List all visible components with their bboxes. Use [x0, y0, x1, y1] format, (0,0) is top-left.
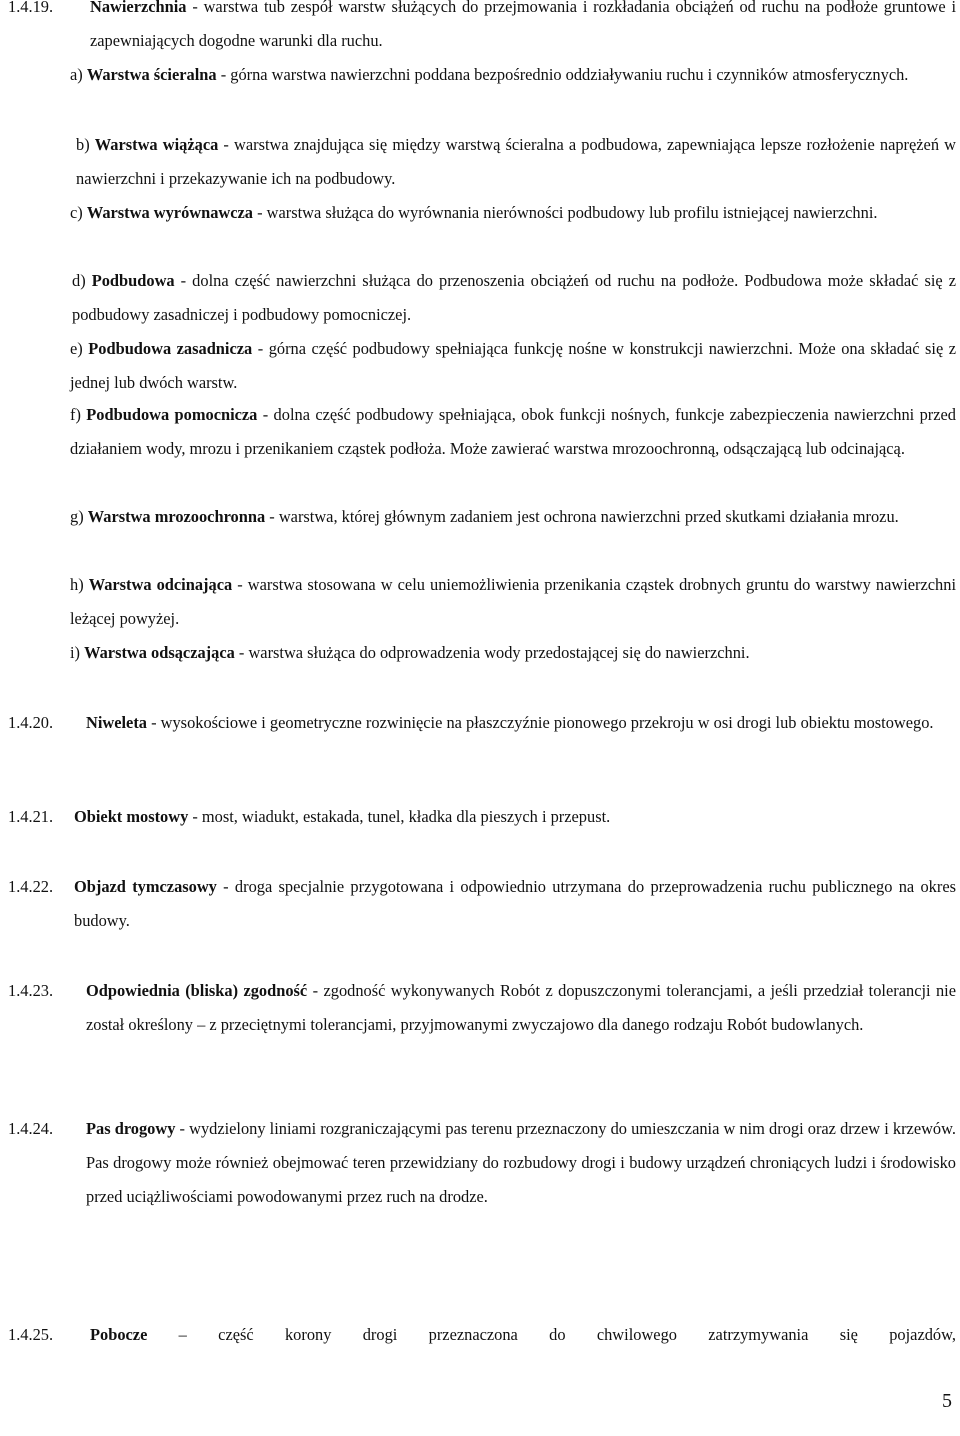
subitem-term: Warstwa wyrównawcza [86, 203, 253, 222]
definition-body: - droga specjalnie przygotowana i odpowiednio utrzymana do przeprowadzenia ruchu publicznego na okres budowy. [74, 877, 956, 930]
subitem-a [70, 58, 956, 92]
subitem-label: g) [70, 507, 84, 526]
definition-term: Odpowiednia (bliska) zgodność [86, 981, 308, 1000]
definition-number: 1.4.24. [8, 1119, 54, 1138]
definition-number: 1.4.25. [8, 1325, 54, 1344]
definition-text [90, 0, 956, 58]
definition-number: 1.4.21. [8, 807, 54, 826]
definition-body: – część korony drogi przeznaczona do chwilowego zatrzymywania się pojazdów, [147, 1325, 956, 1344]
subitem-label: e) [70, 339, 83, 358]
subitem-e [70, 332, 956, 400]
subitem-body: - warstwa służąca do wyrównania nierówności podbudowy lub profilu istniejącej nawierzchni. [253, 203, 878, 222]
definition-term: Objazd tymczasowy [74, 877, 217, 896]
definition-body: - most, wiadukt, estakada, tunel, kładka dla pieszych i przepust. [188, 807, 611, 826]
subitem-b [76, 128, 956, 196]
subitem-label: h) [70, 575, 84, 594]
subitem-d [72, 264, 956, 332]
subitem-label: f) [70, 405, 81, 424]
definition-number: 1.4.22. [8, 877, 54, 896]
subitem-label: d) [72, 271, 86, 290]
subitem-term: Podbudowa [91, 271, 175, 290]
subitem-body: - górna warstwa nawierzchni poddana bezpośrednio oddziaływaniu ruchu i czynników atmosferycznych. [216, 65, 909, 84]
subitem-body: - warstwa służąca do odprowadzenia wody przedostającej się do nawierzchni. [234, 643, 750, 662]
subitem-body: - warstwa, której głównym zadaniem jest ochrona nawierzchni przed skutkami działania mrozu. [265, 507, 899, 526]
subitem-term: Podbudowa pomocnicza [86, 405, 258, 424]
subitem-h [70, 568, 956, 636]
subitem-label: i) [70, 643, 81, 662]
subitem-body: - dolna część podbudowy spełniająca, obok funkcji nośnych, funkcje zabezpieczenia nawierzchni przed działaniem wody, mrozu i przenikaniem cząstek podłoża. Może zawierać warstwa mrozoochronną, odsączającą lub odcinającą. [70, 405, 956, 458]
definition-term: Pas drogowy [86, 1119, 176, 1138]
page-number: 5 [942, 1390, 952, 1412]
definition-text [74, 800, 956, 834]
definition-text [74, 870, 956, 938]
subitem-term: Warstwa odcinająca [88, 575, 233, 594]
definition-body: - warstwa tub zespół warstw służących do przejmowania i rozkładania obciążeń od ruchu na podłoże gruntowe i zapewniających dogodne warunki dla ruchu. [90, 0, 956, 50]
subitem-label: c) [70, 203, 83, 222]
subitem-term: Warstwa odsączająca [84, 643, 235, 662]
subitem-c [70, 196, 956, 230]
definition-text [86, 1112, 956, 1214]
definition-text [86, 706, 956, 740]
subitem-i [70, 636, 956, 670]
definition-term: Obiekt mostowy [74, 807, 189, 826]
subitem-label: a) [70, 65, 83, 84]
subitem-body: - warstwa znajdująca się między warstwą ścieralna a podbudowa, zapewniająca lepsze rozłożenie naprężeń w nawierzchni i przekazywanie ich na podbudowy. [76, 135, 956, 188]
subitem-body: - górna część podbudowy spełniająca funkcję nośne w konstrukcji nawierzchni. Może ona składać się z jednej lub dwóch warstw. [70, 339, 957, 392]
definition-text [86, 974, 956, 1042]
subitem-body: - warstwa stosowana w celu uniemożliwienia przenikania cząstek drobnych gruntu do warstwy nawierzchni leżącej powyżej. [70, 575, 957, 628]
subitem-term: Warstwa ścieralna [86, 65, 217, 84]
definition-term: Pobocze [90, 1325, 148, 1344]
definition-body: - wysokościowe i geometryczne rozwinięcie na płaszczyźnie pionowego przekroju w osi drogi lub obiektu mostowego. [147, 713, 934, 732]
subitem-label: b) [76, 135, 90, 154]
definition-term: Niweleta [86, 713, 147, 732]
subitem-g [70, 500, 956, 534]
definition-number: 1.4.19. [8, 0, 54, 16]
subitem-term: Podbudowa zasadnicza [88, 339, 253, 358]
definition-body: - wydzielony liniami rozgraniczającymi pas terenu przeznaczony do umieszczania w nim drogi oraz drzew i krzewów. Pas drogowy może również obejmować teren przewidziany do rozbudowy drogi i budowy urządzeń chroniących ludzi i środowisko przed uciążliwościami powodowanymi przez ruch na drodze. [86, 1119, 956, 1206]
subitem-term: Warstwa mrozoochronna [87, 507, 266, 526]
definition-number: 1.4.23. [8, 981, 54, 1000]
definition-term: Nawierzchnia [90, 0, 187, 16]
subitem-f [70, 398, 956, 466]
definition-body: - zgodność wykonywanych Robót z dopuszczonymi tolerancjami, a jeśli przedział tolerancji nie został określony – z przeciętnymi tolerancjami, przyjmowanymi zwyczajowo dla danego rodzaju Robót budowlanych. [86, 981, 957, 1034]
definition-number: 1.4.20. [8, 713, 54, 732]
subitem-body: - dolna część nawierzchni służąca do przenoszenia obciążeń od ruchu na podłoże. Podbudowa może składać się z podbudowy zasadniczej i podbudowy pomocniczej. [72, 271, 956, 324]
subitem-term: Warstwa wiążąca [94, 135, 219, 154]
definition-text [90, 1318, 956, 1352]
